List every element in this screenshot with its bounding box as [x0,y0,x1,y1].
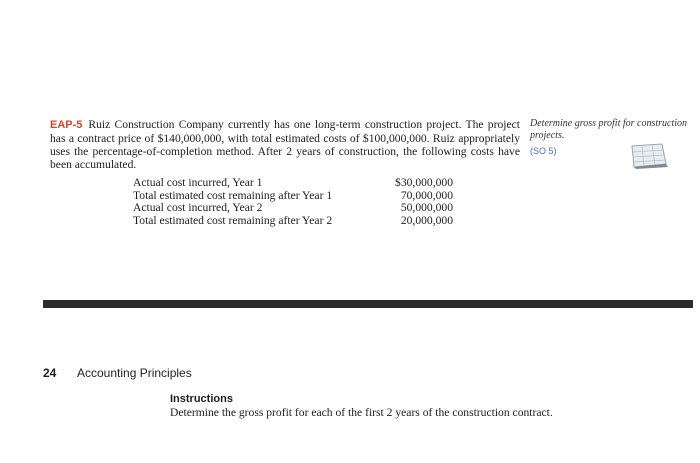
section-divider [43,300,693,308]
margin-note-text: Determine gross profit for construction projects. [530,118,688,141]
cost-row [133,177,453,190]
study-objective: (SO 5) [530,146,557,156]
cost-row [133,215,453,228]
cost-label: Total estimated cost remaining after Year 2 [133,213,333,227]
cost-value: 50,000,000 [400,201,453,215]
spreadsheet-icon [628,142,670,170]
cost-value: 70,000,000 [400,188,453,202]
cost-table [133,177,453,227]
page-number: 24 [43,366,57,380]
cost-label: Total estimated cost remaining after Year 1 [133,188,333,202]
problem-code: EAP-5 [50,119,83,131]
instructions-text: Determine the gross profit for each of the first 2 years of the construction contract. [170,406,553,419]
section-title: Accounting Principles [77,366,192,380]
cost-row [133,202,453,215]
problem-statement [50,118,520,171]
cost-value: $30,000,000 [395,176,453,189]
cost-value: 20,000,000 [400,213,453,227]
instructions-heading: Instructions [170,393,233,405]
cost-label: Actual cost incurred, Year 1 [133,176,263,189]
problem-text: Ruiz Construction Company currently has one long-term construction project. The project has a contract price of $140,000,000, with total estimated costs of $100,000,000. Ruiz appropriately uses the percentage-of-completion method. After 2 years of construction, the following costs have been accumulated. [50,118,520,171]
cost-label: Actual cost incurred, Year 2 [133,201,263,215]
